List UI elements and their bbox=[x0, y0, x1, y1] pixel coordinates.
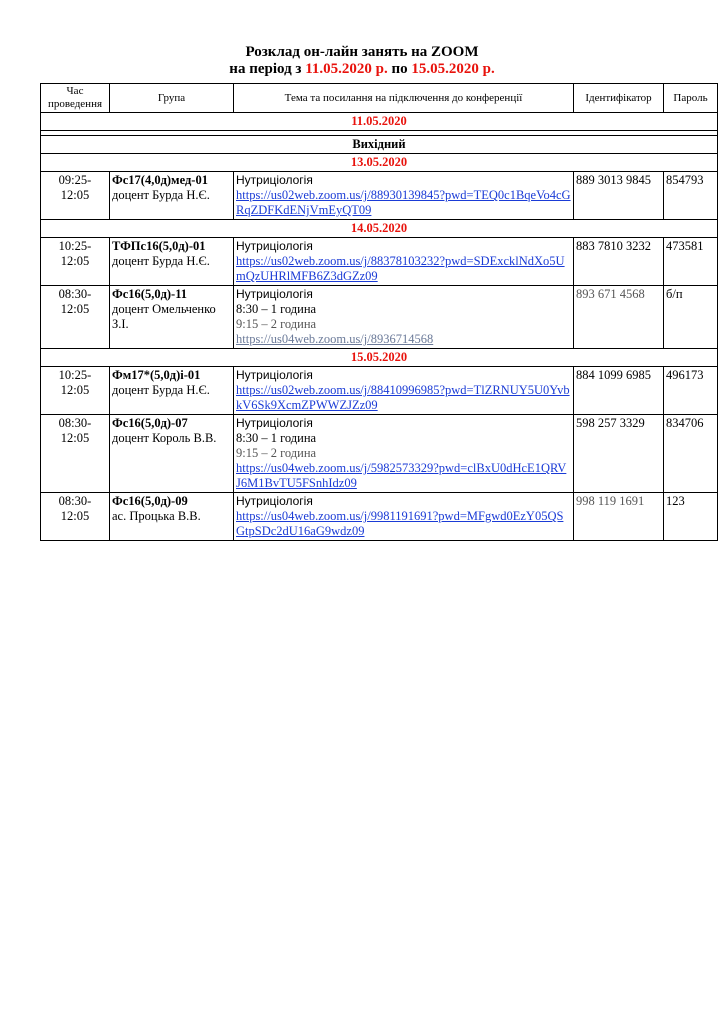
header-password: Пароль bbox=[664, 84, 718, 113]
time-cell bbox=[41, 367, 110, 415]
zoom-link[interactable]: https://us04web.zoom.us/j/9981191691?pwd=MFgwd0EzY05QSGtpSDc2dU16aG9wdz09 bbox=[236, 509, 564, 538]
time-end: 12:05 bbox=[60, 302, 90, 316]
conference-id: 893 671 4568 bbox=[574, 286, 664, 349]
topic-cell bbox=[234, 286, 574, 349]
teacher-name: доцент Бурда Н.Є. bbox=[112, 188, 210, 202]
dayoff-row bbox=[41, 136, 718, 154]
teacher-name: доцент Король В.В. bbox=[112, 431, 217, 445]
topic-cell bbox=[234, 238, 574, 286]
time-cell bbox=[41, 415, 110, 493]
subject-name: Нутриціологія bbox=[236, 173, 313, 187]
group-cell bbox=[110, 415, 234, 493]
group-name: Фм17*(5,0д)і-01 bbox=[112, 368, 201, 382]
table-row bbox=[41, 172, 718, 220]
date-cell: 15.05.2020 bbox=[41, 349, 718, 367]
schedule-table bbox=[40, 83, 718, 541]
time-end: 12:05 bbox=[60, 188, 90, 202]
subject-name: Нутриціологія bbox=[236, 239, 313, 253]
teacher-name: ас. Процька В.В. bbox=[112, 509, 201, 523]
group-name: ТФПс16(5,0д)-01 bbox=[112, 239, 206, 253]
time-end: 12:05 bbox=[60, 383, 90, 397]
teacher-name: доцент Бурда Н.Є. bbox=[112, 383, 210, 397]
time-cell bbox=[41, 238, 110, 286]
title-line-2 bbox=[0, 61, 724, 78]
teacher-name: доцент Бурда Н.Є. bbox=[112, 254, 210, 268]
conference-id: 998 119 1691 bbox=[574, 493, 664, 541]
group-cell bbox=[110, 172, 234, 220]
date-row bbox=[41, 154, 718, 172]
group-name: Фс16(5,0д)-11 bbox=[112, 287, 188, 301]
group-cell bbox=[110, 238, 234, 286]
table-row bbox=[41, 415, 718, 493]
time-start: 09:25- bbox=[58, 173, 92, 187]
password-cell: б/п bbox=[664, 286, 718, 349]
table-row bbox=[41, 238, 718, 286]
zoom-link[interactable]: https://us02web.zoom.us/j/88410996985?pwd=TlZRNUY5U0YvbkV6Sk9XcmZPWWZJZz09 bbox=[236, 383, 570, 412]
dayoff-cell: Вихідний bbox=[41, 136, 718, 154]
subject-name: Нутриціологія bbox=[236, 368, 313, 382]
zoom-link[interactable]: https://us02web.zoom.us/j/88930139845?pwd=TEQ0c1BqeVo4cGRqZDFKdENjVmEyQT09 bbox=[236, 188, 571, 217]
title-middle: по bbox=[387, 61, 412, 77]
date-row bbox=[41, 220, 718, 238]
password-cell: 834706 bbox=[664, 415, 718, 493]
date-cell: 14.05.2020 bbox=[41, 220, 718, 238]
table-row bbox=[41, 367, 718, 415]
document-title bbox=[0, 44, 724, 78]
teacher-name: доцент Омельченко З.І. bbox=[112, 302, 216, 331]
topic-cell bbox=[234, 172, 574, 220]
group-cell bbox=[110, 493, 234, 541]
header-topic: Тема та посилання на підключення до конференції bbox=[234, 84, 574, 113]
date-cell: 11.05.2020 bbox=[41, 113, 718, 131]
time-slot-2: 9:15 – 2 година bbox=[236, 446, 317, 460]
header-row bbox=[41, 84, 718, 113]
time-slot-1: 8:30 – 1 година bbox=[236, 431, 317, 445]
time-end: 12:05 bbox=[60, 254, 90, 268]
zoom-link[interactable]: https://us04web.zoom.us/j/8936714568 bbox=[236, 332, 434, 346]
zoom-link[interactable]: https://us02web.zoom.us/j/88378103232?pwd=SDExcklNdXo5UmQzUHRlMFB6Z3dGZz09 bbox=[236, 254, 565, 283]
time-cell bbox=[41, 172, 110, 220]
password-cell: 496173 bbox=[664, 367, 718, 415]
password-cell: 123 bbox=[664, 493, 718, 541]
date-row bbox=[41, 113, 718, 131]
table-row bbox=[41, 286, 718, 349]
time-start: 08:30- bbox=[58, 287, 92, 301]
time-end: 12:05 bbox=[60, 509, 90, 523]
conference-id: 598 257 3329 bbox=[574, 415, 664, 493]
title-prefix: на період з bbox=[229, 61, 306, 77]
time-start: 10:25- bbox=[58, 239, 92, 253]
time-start: 08:30- bbox=[58, 494, 92, 508]
time-cell bbox=[41, 286, 110, 349]
date-to: 15.05.2020 р. bbox=[411, 61, 495, 77]
time-start: 08:30- bbox=[58, 416, 92, 430]
topic-cell bbox=[234, 415, 574, 493]
subject-name: Нутриціологія bbox=[236, 416, 313, 430]
subject-name: Нутриціологія bbox=[236, 287, 313, 301]
time-end: 12:05 bbox=[60, 431, 90, 445]
topic-cell bbox=[234, 493, 574, 541]
header-group: Група bbox=[110, 84, 234, 113]
date-from: 11.05.2020 р. bbox=[305, 61, 388, 77]
time-slot-1: 8:30 – 1 година bbox=[236, 302, 317, 316]
group-cell bbox=[110, 367, 234, 415]
group-cell bbox=[110, 286, 234, 349]
group-name: Фс17(4,0д)мед-01 bbox=[112, 173, 208, 187]
group-name: Фс16(5,0д)-09 bbox=[112, 494, 188, 508]
subject-name: Нутриціологія bbox=[236, 494, 313, 508]
zoom-link[interactable]: https://us04web.zoom.us/j/5982573329?pwd=clBxU0dHcE1QRVJ6M1BvTU5FSnhIdz09 bbox=[236, 461, 567, 490]
conference-id: 889 3013 9845 bbox=[574, 172, 664, 220]
time-cell bbox=[41, 493, 110, 541]
header-time: Час проведення bbox=[41, 84, 110, 113]
password-cell: 854793 bbox=[664, 172, 718, 220]
time-slot-2: 9:15 – 2 година bbox=[236, 317, 317, 331]
conference-id: 883 7810 3232 bbox=[574, 238, 664, 286]
date-row bbox=[41, 349, 718, 367]
group-name: Фс16(5,0д)-07 bbox=[112, 416, 188, 430]
table-row bbox=[41, 493, 718, 541]
password-cell: 473581 bbox=[664, 238, 718, 286]
header-id: Ідентифікатор bbox=[574, 84, 664, 113]
title-line-1: Розклад он-лайн занять на ZOOM bbox=[245, 44, 479, 60]
conference-id: 884 1099 6985 bbox=[574, 367, 664, 415]
topic-cell bbox=[234, 367, 574, 415]
time-start: 10:25- bbox=[58, 368, 92, 382]
date-cell: 13.05.2020 bbox=[41, 154, 718, 172]
